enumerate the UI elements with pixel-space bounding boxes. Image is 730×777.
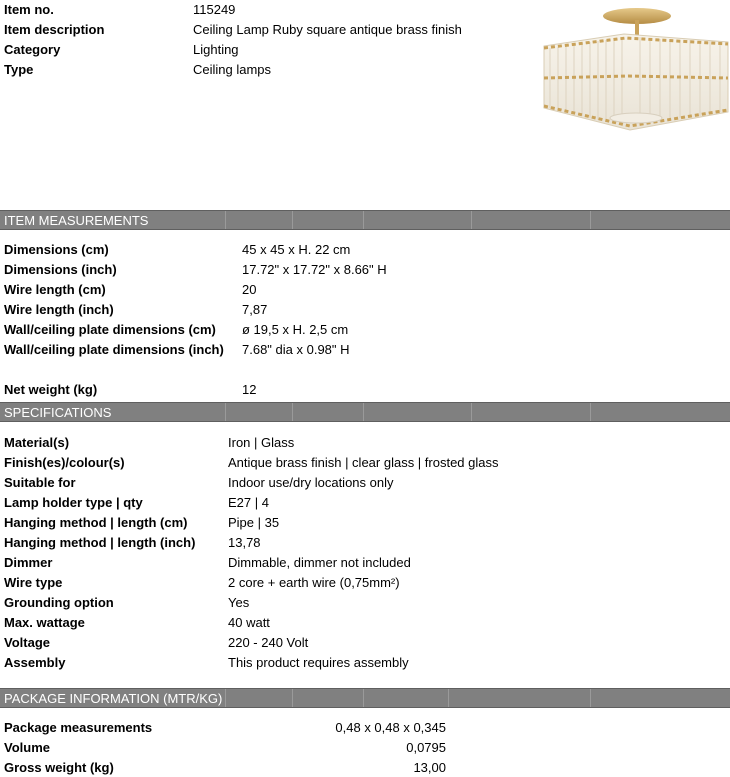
finish-value: Antique brass finish | clear glass | frosted glass xyxy=(228,455,499,470)
dimensions-inch-value: 17.72" x 17.72" x 8.66" H xyxy=(242,262,387,277)
header-divider xyxy=(225,689,226,707)
package-header xyxy=(0,688,730,708)
max-wattage-label: Max. wattage xyxy=(4,615,85,630)
gross-weight-label: Gross weight (kg) xyxy=(4,760,114,775)
grounding-label: Grounding option xyxy=(4,595,114,610)
wire-type-value: 2 core + earth wire (0,75mm²) xyxy=(228,575,400,590)
voltage-value: 220 - 240 Volt xyxy=(228,635,309,650)
hanging-method-cm-value: Pipe | 35 xyxy=(228,515,280,530)
net-weight-value: 12 xyxy=(242,382,257,397)
item-description-value: Ceiling Lamp Ruby square antique brass finish xyxy=(193,22,462,37)
wire-type-label: Wire type xyxy=(4,575,63,590)
plate-dimensions-inch-value: 7.68" dia x 0.98" H xyxy=(242,342,350,357)
hanging-method-inch-label: Hanging method | length (inch) xyxy=(4,535,196,550)
frosted-diffuser xyxy=(610,113,662,123)
package-measurements-value: 0,48 x 0,48 x 0,345 xyxy=(335,720,446,735)
item-no-label: Item no. xyxy=(4,2,54,17)
hanging-method-cm-label: Hanging method | length (cm) xyxy=(4,515,188,530)
category-value: Lighting xyxy=(193,42,239,57)
package-title: PACKAGE INFORMATION (MTR/KG) xyxy=(4,691,223,706)
volume-label: Volume xyxy=(4,740,50,755)
specifications-header xyxy=(0,402,730,422)
header-divider xyxy=(292,403,293,421)
suitable-for-label: Suitable for xyxy=(4,475,76,490)
plate-dimensions-inch-label: Wall/ceiling plate dimensions (inch) xyxy=(4,342,224,357)
materials-value: Iron | Glass xyxy=(228,435,295,450)
wire-length-inch-value: 7,87 xyxy=(242,302,268,317)
dimensions-inch-label: Dimensions (inch) xyxy=(4,262,117,277)
header-divider xyxy=(225,211,226,229)
header-divider xyxy=(590,689,591,707)
wire-length-inch-label: Wire length (inch) xyxy=(4,302,114,317)
item-no-value: 115249 xyxy=(193,2,236,17)
wire-length-cm-value: 20 xyxy=(242,282,257,297)
assembly-value: This product requires assembly xyxy=(228,655,409,670)
dimensions-cm-value: 45 x 45 x H. 22 cm xyxy=(242,242,351,257)
max-wattage-value: 40 watt xyxy=(228,615,270,630)
gross-weight-value: 13,00 xyxy=(413,760,446,775)
header-divider xyxy=(292,211,293,229)
dimensions-cm-label: Dimensions (cm) xyxy=(4,242,109,257)
grounding-value: Yes xyxy=(228,595,250,610)
specifications-title: SPECIFICATIONS xyxy=(4,405,112,420)
volume-value: 0,0795 xyxy=(406,740,446,755)
materials-label: Material(s) xyxy=(4,435,70,450)
header-divider xyxy=(225,403,226,421)
lamp-holder-value: E27 | 4 xyxy=(228,495,269,510)
header-divider xyxy=(448,689,449,707)
type-value: Ceiling lamps xyxy=(193,62,272,77)
package-measurements-label: Package measurements xyxy=(4,720,153,735)
dimmer-value: Dimmable, dimmer not included xyxy=(228,555,411,570)
header-divider xyxy=(363,689,364,707)
hanging-method-inch-value: 13,78 xyxy=(228,535,261,550)
measurements-header xyxy=(0,210,730,230)
type-label: Type xyxy=(4,62,34,77)
category-label: Category xyxy=(4,42,61,57)
header-divider xyxy=(363,211,364,229)
header-divider xyxy=(292,689,293,707)
header-divider xyxy=(471,403,472,421)
finish-label: Finish(es)/colour(s) xyxy=(4,455,125,470)
dimmer-label: Dimmer xyxy=(4,555,53,570)
measurements-title: ITEM MEASUREMENTS xyxy=(4,213,149,228)
header-divider xyxy=(590,403,591,421)
header-divider xyxy=(590,211,591,229)
net-weight-label: Net weight (kg) xyxy=(4,382,98,397)
wire-length-cm-label: Wire length (cm) xyxy=(4,282,106,297)
plate-dimensions-cm-label: Wall/ceiling plate dimensions (cm) xyxy=(4,322,216,337)
product-image xyxy=(536,4,730,134)
lamp-holder-label: Lamp holder type | qty xyxy=(4,495,143,510)
assembly-label: Assembly xyxy=(4,655,66,670)
plate-dimensions-cm-value: ø 19,5 x H. 2,5 cm xyxy=(242,322,349,337)
item-description-label: Item description xyxy=(4,22,105,37)
header-divider xyxy=(471,211,472,229)
voltage-label: Voltage xyxy=(4,635,50,650)
header-divider xyxy=(363,403,364,421)
suitable-for-value: Indoor use/dry locations only xyxy=(228,475,394,490)
